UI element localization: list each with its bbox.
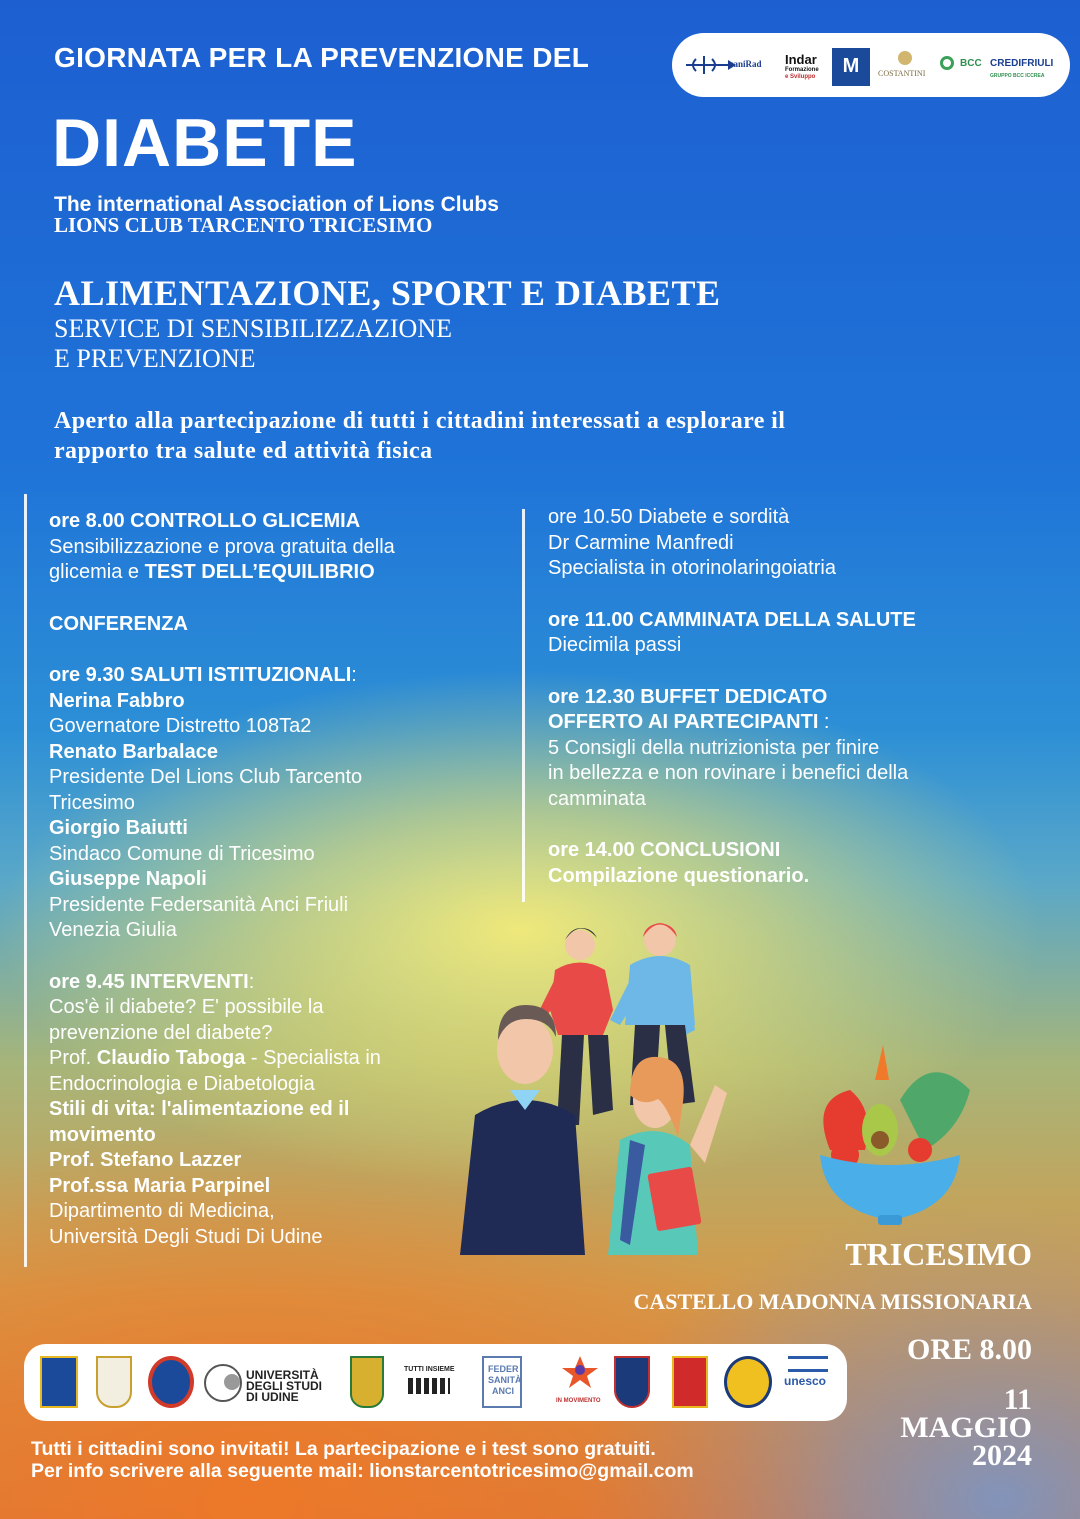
- program-line: [49, 1148, 469, 1174]
- club-name: LIONS CLUB TARCENTO TRICESIMO: [54, 213, 433, 237]
- program-text-bold: ore 11.00 CAMMINATA DELLA SALUTE: [548, 608, 916, 631]
- lions-round-logo: [148, 1356, 194, 1408]
- program-text-bold: Prof. Stefano Lazzer: [49, 1149, 242, 1171]
- lions-district-logo: [40, 1356, 78, 1408]
- program-text-bold: Renato Barbalace: [49, 740, 218, 763]
- event-day: 11: [1003, 1383, 1032, 1416]
- program-line: [49, 893, 469, 919]
- program-spacer: [548, 582, 1018, 608]
- program-text: Dipartimento di Medicina,: [49, 1200, 275, 1222]
- sanirad-text: saniRad: [730, 59, 762, 69]
- program-text: :: [351, 664, 357, 686]
- program-line: [548, 556, 1018, 582]
- program-spacer: [548, 812, 1018, 838]
- program-line: [548, 864, 1018, 890]
- program-text: Governatore Distretto 108Ta2: [49, 715, 312, 737]
- program-text: Specialista in otorinolaringoiatria: [548, 557, 836, 579]
- credifriuli-text: CREDIFRIULI: [990, 58, 1054, 69]
- program-right: [548, 505, 1018, 889]
- program-text: Prof.: [49, 1047, 97, 1069]
- program-text: Sensibilizzazione e prova gratuita della: [49, 535, 395, 558]
- program-spacer: [49, 944, 469, 970]
- sponsor-logos: [672, 33, 1070, 97]
- program-text: Tricesimo: [49, 791, 135, 814]
- program-text-bold: Compilazione questionario.: [548, 864, 810, 887]
- university-name-2: DEGLI STUDI: [246, 1379, 323, 1393]
- event-year: 2024: [972, 1439, 1032, 1472]
- program-line: [49, 1072, 469, 1098]
- indar-sub1: Formazione: [785, 67, 819, 73]
- program-line: [548, 736, 1018, 762]
- intro-line-1: Aperto alla partecipazione di tutti i cittadini interessati a esplorare il: [54, 408, 786, 434]
- unesco-temple-icon: [788, 1356, 828, 1372]
- program-line: [49, 560, 469, 586]
- program-text-bold: ore 9.30 SALUTI ISTITUZIONALI: [49, 664, 352, 686]
- program-text: Presidente Federsanità Anci Friuli: [49, 893, 349, 916]
- program-text: :: [248, 970, 255, 993]
- theme-subtitle-1: SERVICE DI SENSIBILIZZAZIONE: [54, 314, 452, 343]
- program-text: ore 10.50 Diabete e sordità: [548, 506, 790, 528]
- program-line: [49, 612, 469, 638]
- program-text-bold: CONFERENZA: [49, 612, 188, 635]
- tarcento-crest-icon: [96, 1356, 132, 1408]
- federsanita-2: SANITÀ: [488, 1375, 522, 1385]
- program-text-bold: ore 9.45 INTERVENTI: [49, 970, 249, 993]
- program-text: in bellezza e non rovinare i benefici della: [548, 762, 909, 784]
- program-line: [548, 787, 1018, 813]
- program-line: [548, 838, 1018, 864]
- program-left: [49, 509, 469, 1250]
- partner-logos: [24, 1344, 847, 1421]
- program-line: [548, 710, 1018, 736]
- program-text-bold: Prof.ssa Maria Parpinel: [49, 1174, 271, 1197]
- program-line: [548, 531, 1018, 557]
- program-line: [49, 535, 469, 561]
- program-line: [548, 608, 1018, 634]
- tutti-insieme-people-icon: [408, 1378, 450, 1394]
- program-spacer: [49, 637, 469, 663]
- credifriuli-sub: GRUPPO BCC ICCREA: [990, 73, 1045, 79]
- indar-text: Indar: [785, 52, 817, 67]
- university-name-3: DI UDINE: [246, 1390, 299, 1404]
- program-text-bold: Giorgio Baiutti: [49, 817, 188, 839]
- program-text-bold: ore 14.00 CONCLUSIONI: [548, 839, 781, 861]
- theme-subtitle-2: E PREVENZIONE: [54, 344, 256, 373]
- people-illustration: [440, 915, 740, 1265]
- program-line: [49, 918, 469, 944]
- program-text: camminata: [548, 787, 646, 810]
- program-line: [49, 842, 469, 868]
- program-line: [49, 995, 469, 1021]
- program-line: [49, 1225, 469, 1251]
- red-flag-badge-icon: [672, 1356, 708, 1408]
- program-text-bold: TEST DELL’EQUILIBRIO: [144, 561, 375, 583]
- footer-email-line[interactable]: Per info scrivere alla seguente mail: lionstarcentotricesimo@gmail.com: [31, 1460, 694, 1482]
- page-title: DIABETE: [52, 105, 358, 181]
- event-city: TRICESIMO: [845, 1236, 1032, 1272]
- program-text: Venezia Giulia: [49, 919, 177, 941]
- program-line: [49, 970, 469, 996]
- program-spacer: [49, 586, 469, 612]
- theme-title: ALIMENTAZIONE, SPORT E DIABETE: [54, 273, 721, 313]
- program-text-bold: Nerina Fabbro: [49, 689, 185, 712]
- program-text-bold: Giuseppe Napoli: [49, 868, 207, 890]
- tricesimo-crest-icon: [350, 1356, 384, 1408]
- program-line: [49, 663, 469, 689]
- costantini-emblem-icon: [898, 51, 912, 65]
- program-text-bold: Stili di vita: l'alimentazione ed il: [49, 1098, 350, 1120]
- program-text: glicemia e: [49, 561, 145, 583]
- intro-line-2: rapporto tra salute ed attività fisica: [54, 438, 433, 464]
- program-line: [548, 633, 1018, 659]
- program-text-bold: ore 8.00 CONTROLLO GLICEMIA: [49, 510, 361, 532]
- program-line: [49, 1021, 469, 1047]
- title-small: GIORNATA PER LA PREVENZIONE DEL: [54, 42, 590, 73]
- program-line: [49, 714, 469, 740]
- program-text: prevenzione del diabete?: [49, 1021, 273, 1044]
- udine-seal-icon: [224, 1374, 240, 1390]
- program-spacer: [548, 659, 1018, 685]
- movimento-text: IN MOVIMENTO: [556, 1398, 601, 1404]
- program-text: Cos'è il diabete? E' possibile la: [49, 996, 324, 1018]
- association-name: The international Association of Lions Clubs: [54, 193, 499, 216]
- salad-bowl-illustration: [800, 1040, 980, 1230]
- program-text: :: [818, 711, 830, 733]
- program-text: Dr Carmine Manfredi: [548, 531, 734, 554]
- program-line: [49, 509, 469, 535]
- program-line: [49, 1046, 469, 1072]
- program-text-bold: OFFERTO AI PARTECIPANTI: [548, 711, 819, 733]
- left-divider: [24, 494, 27, 1267]
- university-name-1: UNIVERSITÀ: [246, 1368, 319, 1382]
- program-text: - Specialista in: [245, 1047, 381, 1069]
- program-line: [49, 1123, 469, 1149]
- program-line: [49, 1097, 469, 1123]
- program-text-bold: ore 12.30 BUFFET DEDICATO: [548, 685, 828, 708]
- program-line: [548, 505, 1018, 531]
- federsanita-1: FEDER: [488, 1364, 519, 1374]
- lions-international-logo: [724, 1356, 772, 1408]
- bcc-text: BCC: [960, 58, 982, 69]
- federsanita-3: ANCI: [492, 1386, 514, 1396]
- program-line: [49, 791, 469, 817]
- program-text-bold: movimento: [49, 1123, 156, 1146]
- program-line: [49, 740, 469, 766]
- program-text: Sindaco Comune di Tricesimo: [49, 842, 315, 865]
- shield-badge-icon: [614, 1356, 650, 1408]
- costantini-text: COSTANTINI: [878, 69, 926, 78]
- program-line: [49, 1199, 469, 1225]
- footer-line-1: Tutti i cittadini sono invitati! La partecipazione e i test sono gratuiti.: [31, 1438, 656, 1460]
- program-text: Diecimila passi: [548, 634, 682, 656]
- indar-sub2: e Sviluppo: [785, 74, 816, 80]
- program-line: [49, 765, 469, 791]
- program-line: [49, 689, 469, 715]
- program-text: 5 Consigli della nutrizionista per finire: [548, 736, 880, 759]
- event-venue: CASTELLO MADONNA MISSIONARIA: [633, 1289, 1032, 1314]
- program-line: [49, 816, 469, 842]
- program-text: Endocrinologia e Diabetologia: [49, 1072, 315, 1095]
- m-logo: M: [832, 48, 870, 86]
- girl-student-figure: [608, 1057, 727, 1255]
- unesco-text: unesco: [784, 1374, 827, 1388]
- program-text-bold: Claudio Taboga: [96, 1047, 246, 1069]
- program-line: [49, 1174, 469, 1200]
- program-line: [548, 685, 1018, 711]
- tutti-insieme-text: TUTTI INSIEME: [404, 1366, 455, 1373]
- bcc-icon: [940, 56, 954, 70]
- program-line: [548, 761, 1018, 787]
- event-time: ORE 8.00: [906, 1333, 1032, 1366]
- event-month: MAGGIO: [900, 1411, 1032, 1444]
- program-text: Università Degli Studi Di Udine: [49, 1225, 323, 1248]
- star-people-icon: [560, 1354, 600, 1390]
- middle-divider: [522, 509, 525, 902]
- program-line: [49, 867, 469, 893]
- program-text: Presidente Del Lions Club Tarcento: [49, 766, 363, 788]
